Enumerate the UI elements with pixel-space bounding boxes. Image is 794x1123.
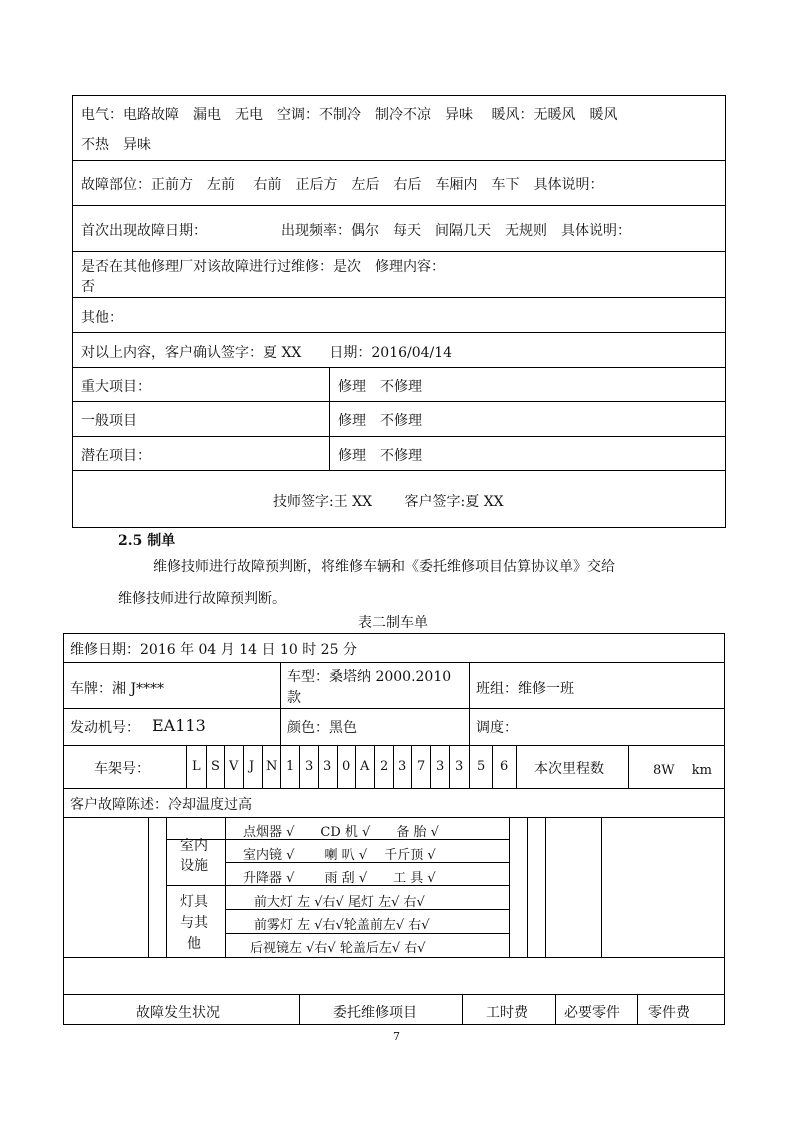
fault-frequency: 出现频率：偶尔 每天 间隔几天 无规则 具体说明： [281, 223, 631, 239]
engine-number-label: 发动机号： [70, 720, 140, 736]
section-heading: 2.5 制单 [118, 533, 176, 549]
potential-project-options: 修理 不修理 [338, 448, 422, 464]
interior-row: 升降器 √ 雨 刮 √ 工 具 √ [243, 871, 436, 886]
engine-number-value: EA113 [152, 716, 206, 735]
header-parts-cost: 零件费 [648, 1005, 690, 1021]
lights-row: 前大灯 左 √右√ 尾灯 左√ 右√ [254, 895, 425, 910]
customer-confirmation: 对以上内容，客户确认签字：夏 XX 日期：2016/04/14 [81, 345, 453, 361]
car-model-line-2: 款 [287, 690, 301, 706]
first-fault-date: 首次出现故障日期： [81, 223, 207, 239]
header-fault-status: 故障发生状况 [136, 1005, 220, 1021]
interior-label: 室内 [180, 838, 208, 854]
vin-char: 0 [342, 759, 351, 774]
vin-char: 6 [500, 759, 509, 774]
lights-label: 与其 [180, 915, 208, 931]
vin-char: V [229, 759, 239, 774]
vin-char: S [211, 759, 220, 774]
electrical-line-2: 不热 异味 [81, 137, 151, 153]
signatures: 技师签字:王 XX 客户签字:夏 XX [273, 494, 504, 510]
vin-char: L [192, 759, 201, 774]
other-notes: 其他： [81, 310, 123, 326]
vin-char: 3 [436, 759, 445, 774]
vin-char: 3 [305, 759, 314, 774]
electrical-line-1: 电气：电路故障 漏电 无电 空调：不制冷 制冷不凉 异味 暖风：无暖风 暖风 [81, 107, 618, 123]
repair-date: 维修日期：2016 年 04 月 14 日 10 时 25 分 [70, 642, 357, 658]
major-project-options: 修理 不修理 [338, 379, 422, 395]
interior-row: 点烟器 √ CD 机 √ 备 胎 √ [243, 825, 439, 840]
header-repair-items: 委托维修项目 [333, 1005, 417, 1021]
interior-label: 设施 [180, 858, 208, 874]
vin-char: 3 [455, 759, 464, 774]
vin-char: 3 [398, 759, 407, 774]
page-number: 7 [393, 1030, 400, 1043]
potential-project-label: 潜在项目： [81, 448, 151, 464]
prior-repair-line-2: 否 [81, 279, 95, 295]
lights-row: 后视镜左 √右√ 轮盖后左√ 右√ [250, 941, 426, 956]
car-color: 颜色：黑色 [287, 720, 357, 736]
vin-char: 5 [477, 759, 486, 774]
vin-char: J [249, 759, 255, 774]
header-labor-cost: 工时费 [486, 1005, 528, 1021]
lights-label: 灯具 [180, 894, 208, 910]
interior-row: 室内镜 √ 喇 叭 √ 千斤顶 √ [243, 848, 436, 863]
header-required-parts: 必要零件 [564, 1005, 620, 1021]
general-project-label: 一般项目 [81, 413, 137, 429]
major-project-label: 重大项目： [81, 379, 151, 395]
section-paragraph-line-2: 维修技师进行故障预判断。 [118, 591, 286, 607]
lights-row: 前雾灯 左 √右√轮盖前左√ 右√ [254, 918, 430, 933]
lights-label: 他 [187, 936, 201, 952]
vin-char: 2 [380, 759, 389, 774]
car-model-line-1: 车型：桑塔纳 2000.2010 [287, 669, 452, 685]
vin-char: A [360, 759, 370, 774]
vin-char: 3 [323, 759, 332, 774]
vin-label: 车架号： [94, 761, 150, 777]
dispatch: 调度： [476, 720, 518, 736]
customer-complaint: 客户故障陈述：冷却温度过高 [70, 797, 252, 813]
mileage-value: 8W km [653, 763, 712, 778]
section-paragraph-line-1: 维修技师进行故障预判断，将维修车辆和《委托维修项目估算协议单》交给 [153, 559, 615, 575]
repair-team: 班组：维修一班 [476, 681, 574, 697]
mileage-label: 本次里程数 [534, 761, 604, 777]
vin-char: 7 [417, 759, 426, 774]
vin-char: 1 [286, 759, 295, 774]
table-caption: 表二制车单 [358, 615, 428, 631]
license-plate: 车牌：湘 J**** [70, 681, 165, 697]
general-project-options: 修理 不修理 [338, 413, 422, 429]
vin-char: N [266, 759, 278, 774]
prior-repair-line-1: 是否在其他修理厂对该故障进行过维修：是次 修理内容： [81, 259, 445, 275]
fault-location: 故障部位：正前方 左前 右前 正后方 左后 右后 车厢内 车下 具体说明： [81, 177, 604, 193]
